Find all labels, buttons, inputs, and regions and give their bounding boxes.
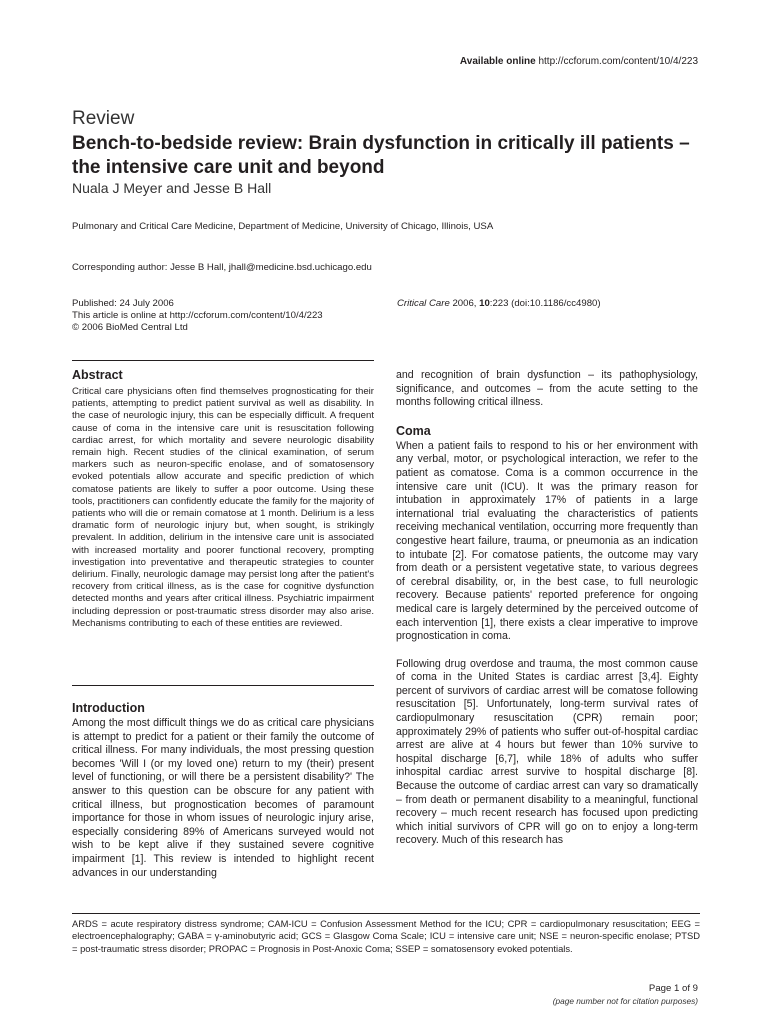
- introduction-text: Among the most difficult things we do as critical care physicians is attempt to predict for a patient or their family the outcome of critical illness. For many individuals, the most pressing question becomes 'Will I (or my loved one) return to my (their) present level of functioning, or will there be a persistent disability?' The answer to this question can be obscure for any patient with critical illness, but prognostication becomes of paramount importance for those in whom issues of neurologic injury arise, especially considering 89% of Americans surveyed would not wish to be kept alive if they sustained severe cognitive impairment [1]. This review is intended to highlight recent advances in our understanding: [72, 717, 374, 879]
- citation-volume: 10: [479, 298, 490, 309]
- coma-paragraph-2: Following drug overdose and trauma, the most common cause of coma in the United States is cardiac arrest [3,4]. Eighty percent of survivors of cardiac arrest will be comatose following resuscitation [5]. Unfortunately, long-term survival rates of cardiopulmonary resuscitation (CPR) remain poor; approximately 29% of patients who suffer out-of-hospital cardiac arrest are alive at 4 hours but fewer than 10% survive to hospital discharge [6,7], while 18% of adults who suffer inhospital cardiac arrest survive to hospital discharge [8]. Because the outcome of cardiac arrest can vary so dramatically – from death or permanent disability to a meaningful, functional recovery – much recent research has focused upon predicting which initial survivors of CPR will go on to enjoy a long-term recovery. Much of this research has: [396, 657, 698, 847]
- abbreviations: ARDS = acute respiratory distress syndrome; CAM-ICU = Confusion Assessment Method for the ICU; CPR = cardiopulmonary resuscitation; EEG = electroencephalography; GABA = γ-aminobutyric acid; GCS = Glasgow Coma Scale; ICU = intensive care unit; NSE = neuron-specific enolase; PTSD = post-traumatic stress disorder; PROPAC = Prognosis in Post-Anoxic Coma; SSEP = somatosensory evoked potentials.: [72, 918, 700, 954]
- right-column: [396, 369, 698, 848]
- coma-paragraph-1: When a patient fails to respond to his or her environment with any verbal, motor, or psychological interaction, we refer to the patient as comatose. Coma is a common occurrence in the intensive care unit (ICU). It was the primary reason for intubation in approximately 17% of patients in a large international trial evaluating the characteristics of patients receiving mechanical ventilation, occurring more frequently than congestive heart failure, trauma, or pneumonia as an indication to intubate [2]. For comatose patients, the outcome may vary from death or a persistent vegetative state, to various degrees of cerebral disability, or, in the best case, to full neurologic recovery. Because patients' reported preference for ongoing medical care is largely determined by the perceived outcome of each intervention [1], there exists a clear imperative to improve prognostication in coma.: [396, 439, 698, 643]
- page-number: Page 1 of 9: [648, 983, 698, 994]
- abstract-bottom-rule: [72, 685, 374, 686]
- corresponding-author: Corresponding author: Jesse B Hall, jhall@medicine.bsd.uchicago.edu: [72, 262, 372, 273]
- availability-line: [460, 56, 698, 67]
- citation-rest: :223 (doi:10.1186/cc4980): [489, 298, 601, 309]
- abstract-heading: Abstract: [72, 368, 123, 382]
- publication-info: [72, 298, 323, 334]
- abbreviations-rule: [72, 913, 700, 914]
- introduction-heading: Introduction: [72, 701, 145, 715]
- article-url[interactable]: http://ccforum.com/content/10/4/223: [538, 56, 698, 67]
- article-title: Bench-to-bedside review: Brain dysfunction in critically ill patients – the intensive care unit and beyond: [72, 133, 690, 178]
- published-date: Published: 24 July 2006: [72, 298, 174, 309]
- article-type: Review: [72, 108, 135, 129]
- abstract-section: [72, 368, 374, 630]
- abstract-text: Critical care physicians often find themselves prognosticating for their patients, attempting to predict patient survival as well as disability. In the case of neurologic injury, this can be especially difficult. A frequent cause of coma in the intensive care unit is resuscitation following cardiac arrest, for which mortality and severe neurologic disability remain high. Recent studies of the clinical examination, of serum markers such as neuron-specific enolase, and of somatosensory evoked potentials allow accurate and specific prediction of which comatose patients are likely to suffer a poor outcome. Using these tools, practitioners can confidently educate the family for the majority of patients who will die or remain comatose at 1 month. Delirium is a less dramatic form of neurologic injury but, when sought, is strikingly prevalent. In addition, delirium in the intensive care unit is associated with increased mortality and poorer functional recovery, prompting investigation into preventative and therapeutic strategies to counter delirium. Finally, neurologic damage may persist long after the patient's recovery from critical illness, as is the case for cognitive dysfunction detected months and years after critical illness. Psychiatric impairment including depression or post-traumatic stress disorder may also arise. Mechanisms contributing to each of these entities are reviewed.: [72, 386, 374, 629]
- citation-journal: Critical Care: [397, 298, 450, 309]
- introduction-section: [72, 701, 374, 880]
- citation-year: 2006,: [449, 298, 480, 309]
- affiliation: Pulmonary and Critical Care Medicine, Department of Medicine, University of Chicago, Illinois, USA: [72, 221, 494, 232]
- coma-heading: Coma: [396, 423, 431, 438]
- author-list: Nuala J Meyer and Jesse B Hall: [72, 180, 272, 196]
- continuation-text: and recognition of brain dysfunction – its pathophysiology, significance, and outcomes – from the acute setting to the months following critical illness.: [396, 369, 698, 409]
- abstract-top-rule: [72, 360, 374, 361]
- citation: [397, 298, 601, 309]
- copyright: © 2006 BioMed Central Ltd: [72, 322, 188, 333]
- online-location: This article is online at http://ccforum.com/content/10/4/223: [72, 310, 323, 321]
- page-note: (page number not for citation purposes): [552, 996, 698, 1006]
- available-label: Available online: [459, 56, 536, 67]
